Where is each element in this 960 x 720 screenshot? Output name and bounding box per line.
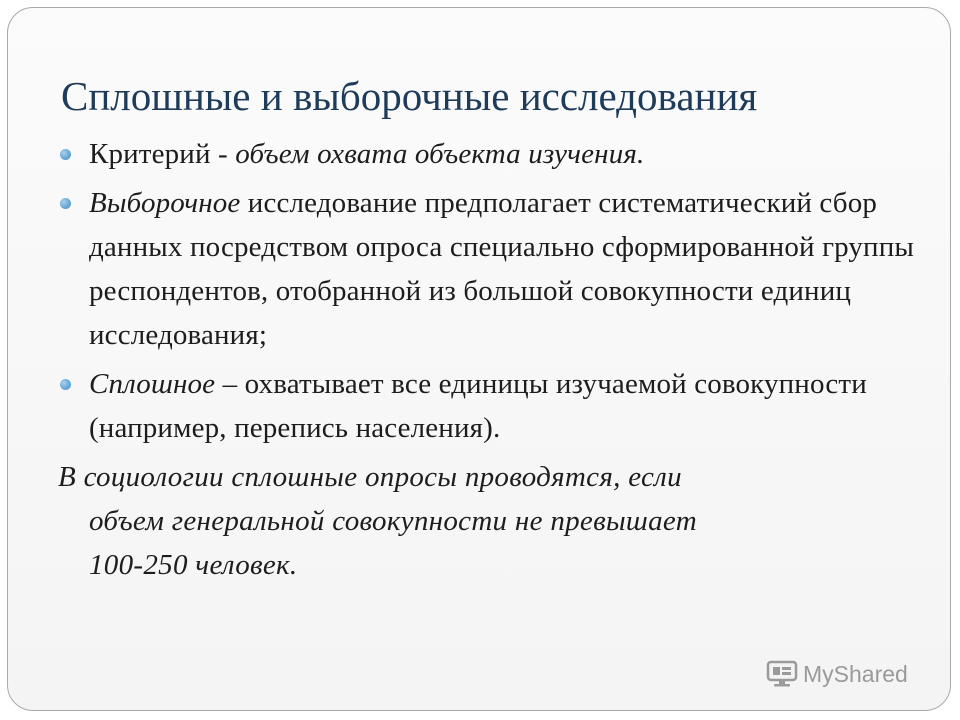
bullet-list: [58, 132, 918, 450]
monitor-icon: [766, 660, 798, 688]
bullet-lead: Выборочное: [89, 187, 241, 219]
bullet-item-sample: [58, 181, 918, 357]
bullet-item-criterion: [58, 132, 918, 176]
bullet-lead: Сплошное: [89, 368, 216, 400]
closing-paragraph: [58, 455, 918, 587]
watermark-text: MyShared: [803, 660, 908, 687]
slide-title: Сплошные и выборочные исследования: [61, 73, 758, 119]
bullet-item-continuous: [58, 362, 918, 450]
bullet-icon: [60, 149, 71, 160]
closing-line-1: В социологии сплошные опросы проводятся, если: [58, 461, 682, 493]
bullet-icon: [60, 379, 71, 390]
bullet-rest: исследование предполагает систематический сбор данных посредством опроса специально сформированной группы респондентов, отобранной из большой совокупности единиц исследования;: [89, 187, 915, 351]
slide-body: [58, 132, 918, 587]
bullet-rest: объем охвата объекта изучения.: [235, 138, 645, 170]
bullet-icon: [60, 198, 71, 209]
closing-line-3: 100-250 человек.: [89, 549, 298, 581]
closing-line-2: объем генеральной совокупности не превышает: [89, 505, 697, 537]
watermark-logo[interactable]: [766, 657, 908, 691]
bullet-rest: – охватывает все единицы изучаемой совокупности (например, перепись населения).: [89, 368, 867, 444]
bullet-lead: Критерий -: [89, 138, 236, 170]
